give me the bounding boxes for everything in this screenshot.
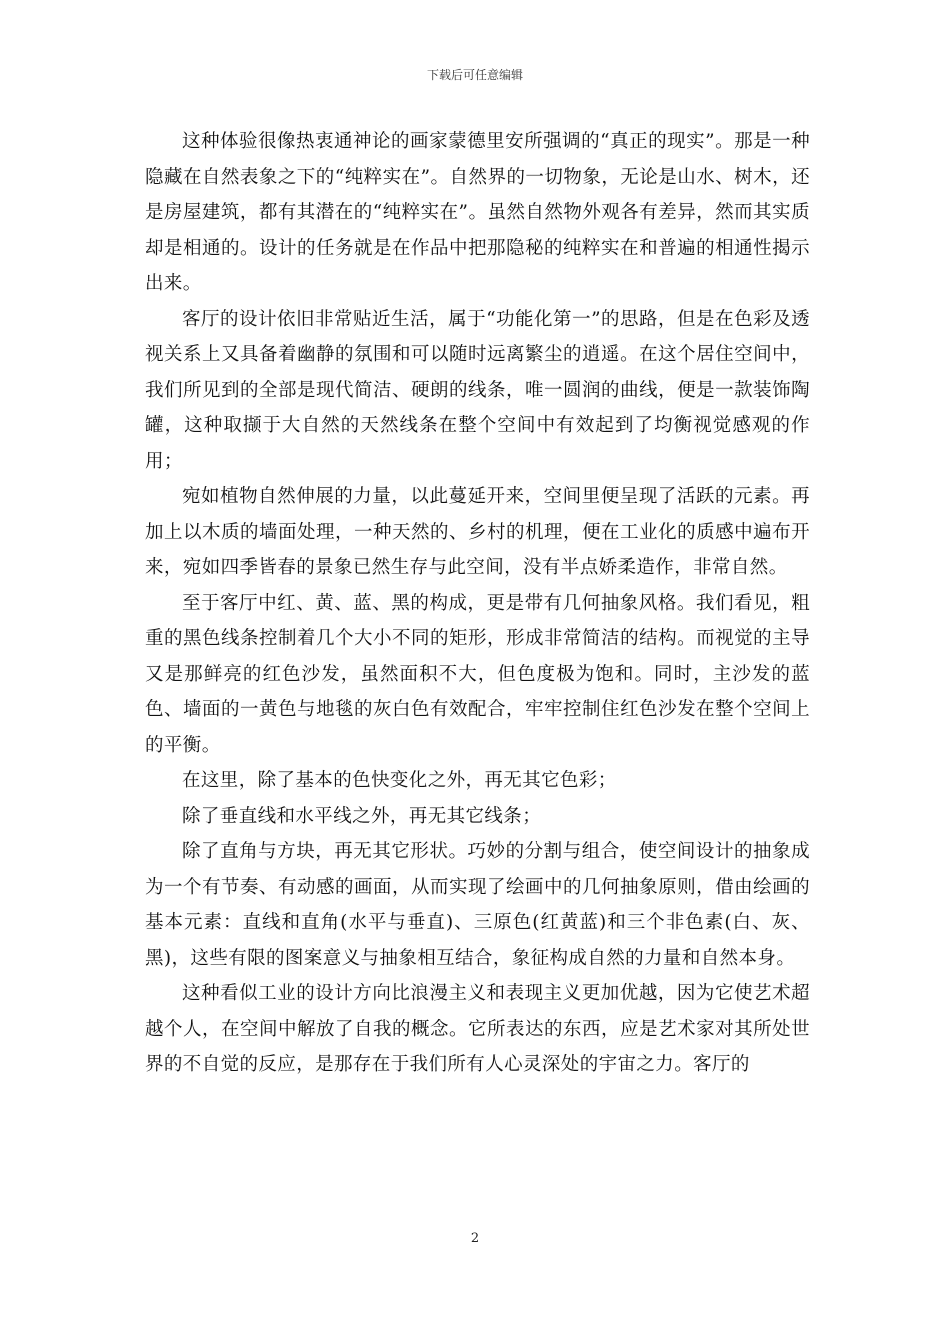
paragraph: 除了直角与方块，再无其它形状。巧妙的分割与组合，使空间设计的抽象成为一个有节奏、有动感的画面，从而实现了绘画中的几何抽象原则，借由绘画的基本元素：直线和直角(水平与垂直)、三原色(红黄蓝)和三个非色素(白、灰、黑)，这些有限的图案意义与抽象相互结合，象征构成自然的力量和自然本身。 (145, 841, 810, 969)
paragraph: 除了垂直线和水平线之外，再无其它线条； (182, 805, 542, 827)
page-header: 下载后可任意编辑 (426, 68, 523, 82)
paragraph: 这种看似工业的设计方向比浪漫主义和表现主义更加优越，因为它使艺术超越个人，在空间中解放了自我的概念。它所表达的东西，应是艺术家对其所处世界的不自觉的反应，是那存在于我们所有人心灵深处的宇宙之力。客厅的 (145, 983, 810, 1075)
page-number: 2 (470, 1231, 480, 1246)
paragraph: 在这里，除了基本的色快变化之外，再无其它色彩； (182, 770, 617, 791)
paragraph: 这种体验很像热衷通神论的画家蒙德里安所强调的“真正的现实”。那是一种隐藏在自然表象之下的“纯粹实在”。自然界的一切物象，无论是山水、树木，还是房屋建筑，都有其潜在的“纯粹实在”。虽然自然物外观各有差异，然而其实质却是相通的。设计的任务就是在作品中把那隐秘的纯粹实在和普遍的相通性揭示出来。 (145, 131, 810, 294)
paragraph: 客厅的设计依旧非常贴近生活，属于“功能化第一”的思路，但是在色彩及透视关系上又具备着幽静的氛围和可以随时远离繁尘的逍遥。在这个居住空间中，我们所见到的全部是现代简洁、硬朗的线条，唯一圆润的曲线，便是一款装饰陶罐，这种取撷于大自然的天然线条在整个空间中有效起到了均衡视觉感观的作用； (145, 308, 810, 472)
document-body (145, 124, 810, 1083)
paragraph: 至于客厅中红、黄、蓝、黑的构成，更是带有几何抽象风格。我们看见，粗重的黑色线条控制着几个大小不同的矩形，形成非常简洁的结构。而视觉的主导又是那鲜亮的红色沙发，虽然面积不大，但色度极为饱和。同时，主沙发的蓝色、墙面的一黄色与地毯的灰白色有效配合，牢牢控制住红色沙发在整个空间上的平衡。 (145, 592, 810, 756)
paragraph: 宛如植物自然伸展的力量，以此蔓延开来，空间里便呈现了活跃的元素。再加上以木质的墙面处理，一种天然的、乡村的机理，便在工业化的质感中遍布开来，宛如四季皆春的景象已然生存与此空间，没有半点娇柔造作，非常自然。 (145, 486, 810, 578)
